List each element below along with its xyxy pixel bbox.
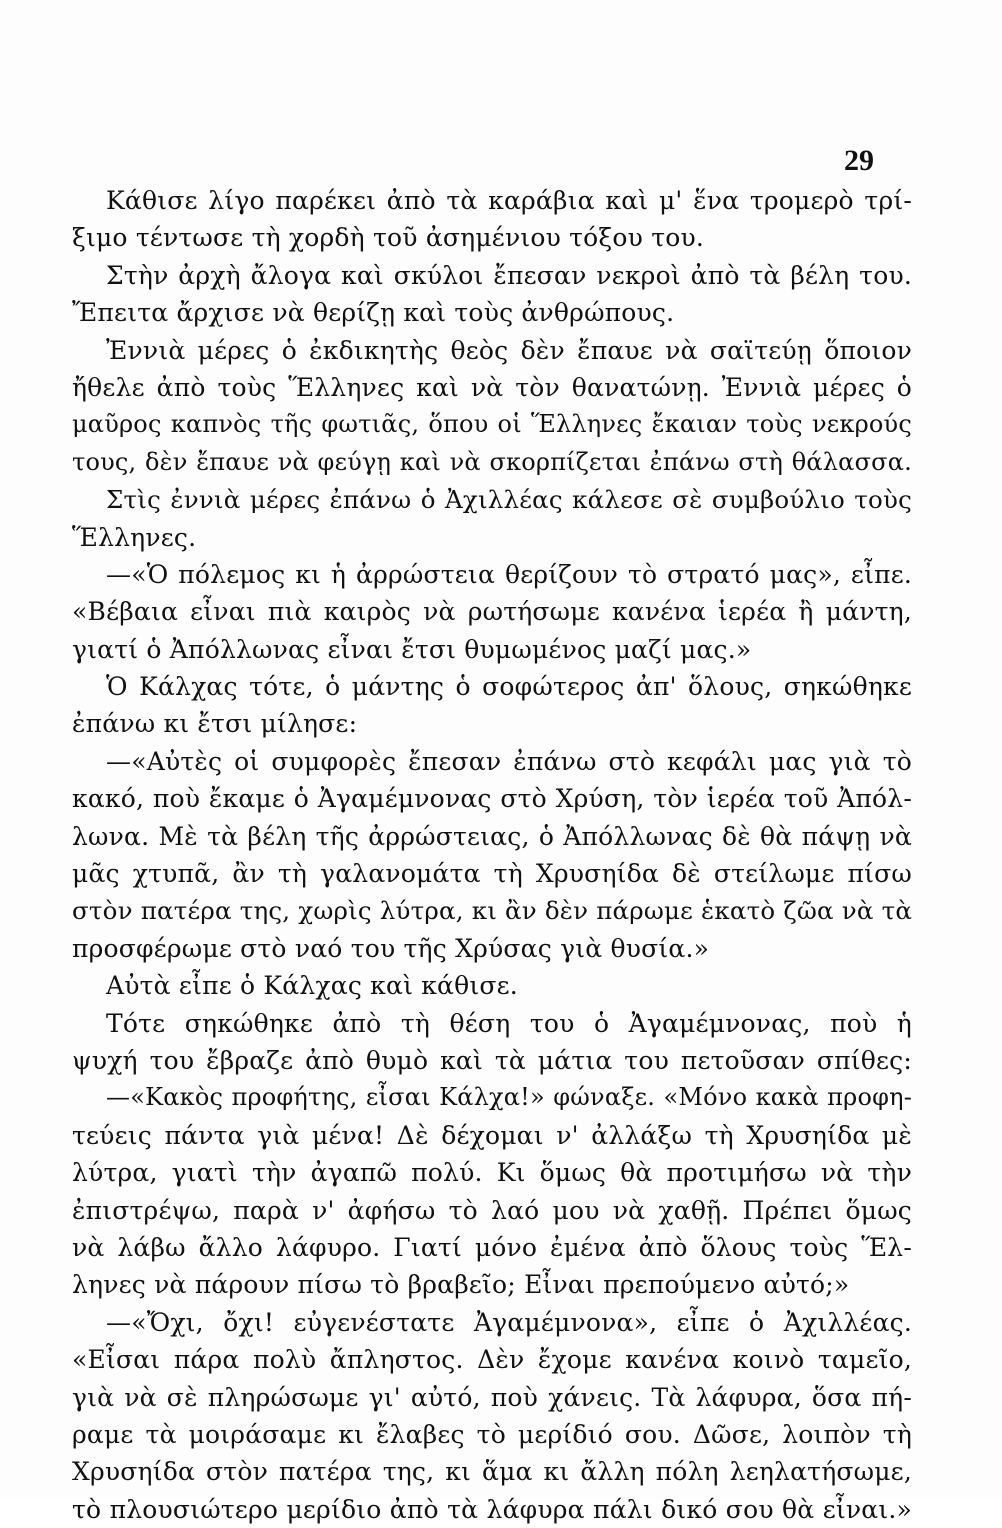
text-line: Χρυσηίδα στὸν πατέρα της, κι ἅμα κι ἄλλη πόλη λεηλατήσωμε, <box>72 1457 912 1487</box>
text-line: Ἕλληνες. <box>72 522 197 552</box>
text-line: —«Ὄχι, ὄχι! εὐγενέστατε Ἀγαμέμνονα», εἶπε ὁ Ἀχιλλέας. <box>106 1307 912 1337</box>
text-line: λωνα. Μὲ τὰ βέλη τῆς ἀρρώστειας, ὁ Ἀπόλλωνας δὲ θὰ πάψῃ νὰ <box>72 821 912 851</box>
text-line: Κάθισε λίγο παρέκει ἀπὸ τὰ καράβια καὶ μ' ἕνα τρομερὸ τρί- <box>106 186 912 215</box>
text-line: μᾶς χτυπᾶ, ἂν τὴ γαλανομάτα τὴ Χρυσηίδα δὲ στείλωμε πίσω <box>72 859 912 889</box>
text-line: Ἐννιὰ μέρες ὁ ἐκδικητὴς θεὸς δὲν ἔπαυε νὰ σαϊτεύῃ ὅποιον <box>106 335 912 365</box>
text-line: ραμε τὰ μοιράσαμε κι ἔλαβες τὸ μερίδιό σου. Δῶσε, λοιπὸν τὴ <box>72 1419 912 1449</box>
text-line: —«Αὐτὲς οἱ συμφορὲς ἔπεσαν ἐπάνω στὸ κεφάλι μας γιὰ τὸ <box>106 746 912 776</box>
text-line: τεύεις πάντα γιὰ μένα! Δὲ δέχομαι ν' ἀλλάξω τὴ Χρυσηίδα μὲ <box>72 1120 912 1150</box>
text-line: ἤθελε ἀπὸ τοὺς Ἕλληνες καὶ νὰ τὸν θανατώνῃ. Ἐννιὰ μέρες ὁ <box>72 372 912 402</box>
text-line: ληνες νὰ πάρουν πίσω τὸ βραβεῖο; Εἶναι πρεπούμενο αὐτό;» <box>72 1270 850 1300</box>
text-line: Αὐτὰ εἶπε ὁ Κάλχας καὶ κάθισε. <box>106 971 518 1001</box>
text-line: ἐπάνω κι ἔτσι μίλησε: <box>72 709 358 739</box>
body-text <box>72 182 912 1528</box>
text-line: ψυχή του ἔβραζε ἀπὸ θυμὸ καὶ τὰ μάτια του πετοῦσαν σπίθες: <box>72 1045 912 1075</box>
text-line: στὸν πατέρα της, χωρὶς λύτρα, κι ἂν δὲν πάρωμε ἑκατὸ ζῶα νὰ τὰ <box>72 896 912 926</box>
text-line: τὸ πλουσιώτερο μερίδιο ἀπὸ τὰ λάφυρα πάλι δικό σου θὰ εἶναι.» <box>72 1494 912 1524</box>
text-line: τους, δὲν ἔπαυε νὰ φεύγῃ καὶ νὰ σκορπίζεται ἐπάνω στὴ θάλασσα. <box>72 447 912 476</box>
text-line: ξιμο τέντωσε τὴ χορδὴ τοῦ ἀσημένιου τόξου του. <box>72 223 705 253</box>
text-line: κακό, ποὺ ἔκαμε ὁ Ἀγαμέμνονας στὸ Χρύση, τὸν ἱερέα τοῦ Ἀπόλ- <box>72 784 912 814</box>
text-line: Ὁ Κάλχας τότε, ὁ μάντης ὁ σοφώτερος ἀπ' ὅλους, σηκώθηκε <box>106 672 912 702</box>
text-line: Στὶς ἐννιὰ μέρες ἐπάνω ὁ Ἀχιλλέας κάλεσε σὲ συμβούλιο τοὺς <box>106 485 912 515</box>
page-number: 29 <box>844 144 874 177</box>
text-line: γιὰ νὰ σὲ πληρώσωμε γι' αὐτό, ποὺ χάνεις. Τὰ λάφυρα, ὅσα πή- <box>72 1382 912 1412</box>
text-line: νὰ λάβω ἄλλο λάφυρο. Γιατί μόνο ἐμένα ἀπὸ ὅλους τοὺς Ἕλ- <box>72 1232 912 1262</box>
text-line: Στὴν ἀρχὴ ἄλογα καὶ σκύλοι ἔπεσαν νεκροὶ ἀπὸ τὰ βέλη του. <box>106 260 912 290</box>
text-line: —«Κακὸς προφήτης, εἶσαι Κάλχα!» φώναξε. «Μόνο κακὰ προφη- <box>106 1083 912 1112</box>
text-line: προσφέρωμε στὸ ναό του τῆς Χρύσας γιὰ θυσία.» <box>72 933 710 963</box>
text-line: «Βέβαια εἶναι πιὰ καιρὸς νὰ ρωτήσωμε κανένα ἱερέα ἢ μάντη, <box>72 597 912 627</box>
text-line: ἐπιστρέψω, παρὰ ν' ἀφήσω τὸ λαό μου νὰ χαθῇ. Πρέπει ὅμως <box>72 1195 912 1225</box>
text-line: Τότε σηκώθηκε ἀπὸ τὴ θέση του ὁ Ἀγαμέμνονας, ποὺ ἡ <box>106 1008 912 1038</box>
text-line: λύτρα, γιατὶ τὴν ἀγαπῶ πολύ. Κι ὅμως θὰ προτιμήσω νὰ τὴν <box>72 1158 912 1188</box>
text-line: —«Ὁ πόλεμος κι ἡ ἀρρώστεια θερίζουν τὸ στρατό μας», εἶπε. <box>106 559 912 589</box>
text-line: μαῦρος καπνὸς τῆς φωτιᾶς, ὅπου οἱ Ἕλληνες ἔκαιαν τοὺς νεκρούς <box>72 410 912 439</box>
text-line: γιατί ὁ Ἀπόλλωνας εἶναι ἔτσι θυμωμένος μαζί μας.» <box>72 634 752 664</box>
text-line: Ἔπειτα ἄρχισε νὰ θερίζῃ καὶ τοὺς ἀνθρώπους. <box>72 298 675 328</box>
text-line: «Εἶσαι πάρα πολὺ ἄπληστος. Δὲν ἔχομε κανένα κοινὸ ταμεῖο, <box>72 1345 912 1375</box>
